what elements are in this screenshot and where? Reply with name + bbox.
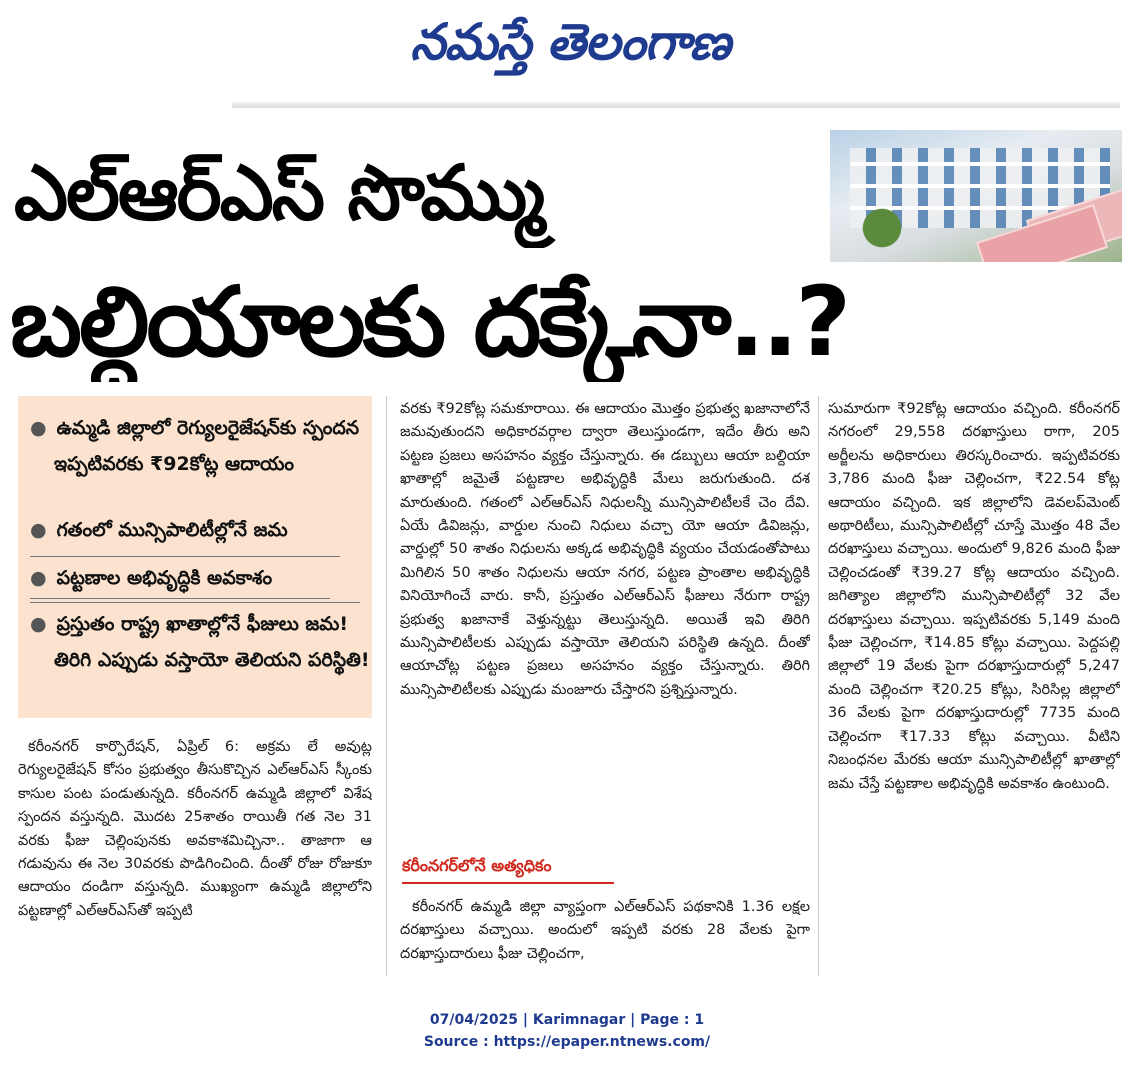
article-column-2-continued [400, 896, 810, 976]
column-divider [386, 396, 387, 976]
article-column-2 [400, 398, 810, 843]
column-divider [818, 396, 819, 976]
masthead-rule [232, 102, 1120, 108]
headline-line-2: బల్దియాలకు దక్కేనా..? [10, 266, 849, 378]
highlight-item: ● ప్రస్తుతం రాష్ట్ర ఖాతాల్లోనే ఫీజులు జమ! తిరిగి ఎప్పుడు వస్తాయో తెలియని పరిస్థితి! [30, 613, 370, 671]
highlight-divider [30, 598, 330, 599]
article-column-1 [18, 736, 372, 976]
article-paragraph: కరీంనగర్‌ కార్పొరేషన్‌, ఏప్రిల్‌ 6: అక్రమ లే అవుట్ల రెగ్యులరైజేషన్‌ కోసం ప్రభుత్వం తీసుకొచ్చిన ఎల్‌ఆర్‌ఎస్‌ స్కీంకు కాసుల పంట పండుతున్నది. కరీంనగర్‌ ఉమ్మడి జిల్లాలో విశేష స్పందన వస్తున్నది. మొదట 25శాతం రాయితీ గత నెల 31 వరకు ఫీజు చెల్లింపునకు అవకాశమిచ్చినా.. తాజాగా ఆ గడువును ఈ నెల 30వరకు పొడిగించింది. దీంతో రోజు రోజుకూ ఆదాయం దండిగా వస్తున్నది. ముఖ్యంగా ఉమ్మడి జిల్లాలోని పట్టణాల్లో ఎల్‌ఆర్‌ఎస్‌తో ఇప్పటి [18, 739, 372, 919]
article-column-3 [828, 398, 1120, 978]
highlight-item: ● గతంలో మున్సిపాలిటీల్లోనే జమ [30, 519, 288, 541]
bullet-icon: ● [30, 519, 47, 541]
article-paragraph: సుమారుగా ₹92కోట్ల ఆదాయం వచ్చింది. కరీంనగర్‌ నగరంలో 29,558 దరఖాస్తులు రాగా, 205 అర్జీలను అధికారులు తిరస్కరించారు. ఇప్పటివరకు 3,786 మంది ఫీజు చెల్లించగా, ₹22.54 కోట్ల ఆదాయం వచ్చింది. ఇక జిల్లాలోని డెవలప్‌మెంట్‌ అథారిటీలు, మున్సిపాలిటీల్లో చూస్తే మొత్తం 48 వేల దరఖాస్తులు వచ్చాయి. అందులో 9,826 మంది ఫీజు చెల్లించడంతో ₹39.27 కోట్ల ఆదాయం వచ్చింది. జగిత్యాల జిల్లాలోని మున్సిపాలిటీల్లో 32 వేల దరఖాస్తులు వచ్చాయి. ఇప్పటివరకు 5,149 మంది ఫీజు చెల్లించగా, ₹14.85 కోట్లు వచ్చాయి. పెద్దపల్లి జిల్లాలో 19 వేలకు పైగా దరఖాస్తుదారుల్లో 5,247 మంది చెల్లించగా ₹20.25 కోట్లు, సిరిసిల్ల జిల్లాలో 36 వేలకు పైగా దరఖాస్తుదారుల్లో 7735 మంది చెల్లించగా ₹17.33 కోట్లు వచ్చాయి. వీటిని నిబంధనల మేరకు ఆయా మున్సిపాలిటీల్లో ఖాతాల్లో జమ చేస్తే పట్టణాల అభివృద్ధికి అవకాశం ఉంటుంది. [828, 401, 1120, 792]
highlight-item: ● ఉమ్మడి జిల్లాలో రెగ్యులరైజేషన్‌కు స్పందన ఇప్పటివరకు ₹92కోట్ల ఆదాయం [30, 417, 360, 475]
headline-line-1: ఎల్‌ఆర్‌ఎస్‌ సొమ్ము [14, 148, 544, 237]
newspaper-masthead: నమస్తే తెలంగాణ [410, 13, 730, 71]
article-paragraph: కరీంనగర్‌ ఉమ్మడి జిల్లా వ్యాప్తంగా ఎల్‌ఆర్‌ఎస్‌ పథకానికి 1.36 లక్షల దరఖాస్తులు వచ్చాయి. అందులో ఇప్పటి వరకు 28 వేలకు పైగా దరఖాస్తుదారులు ఫీజు చెల్లించగా, [400, 899, 810, 962]
news-photo [830, 130, 1122, 262]
article-subhead: కరీంనగర్‌లోనే అత్యధికం [402, 852, 614, 884]
bullet-icon: ● [30, 567, 47, 589]
source-line: Source : https://epaper.ntnews.com/ [423, 1034, 711, 1050]
article-paragraph: వరకు ₹92కోట్ల సమకూరాయి. ఈ ఆదాయం మొత్తం ప్రభుత్వ ఖజానాలోనే జమవుతుందని అధికారవర్గాల ద్వారా తెలుస్తుండగా, ఇదేం తీరు అని పట్టణ ప్రజలు అసహనం వ్యక్తం చేస్తున్నారు. ఈ డబ్బులు ఆయా బల్దియా ఖాతాల్లో జమైతే పట్టణాల అభివృద్ధికి మేలు జరుగుతుంది. దశ మారుతుంది. గతంలో ఎల్‌ఆర్‌ఎస్‌ నిధులన్నీ మున్సిపాలిటీలకే చెం దేవి. ఏయే డివిజన్లు, వార్డుల నుంచి నిధులు వచ్చా యో ఆయా డివిజన్లు, వార్డుల్లో 50 శాతం నిధులను అక్కడ అభివృద్ధికి వ్యయం చేయడంతోపాటు మిగిలిన 50 శాతం నిధులను ఆయా నగర, పట్టణ ప్రాంతాల అభివృద్ధికి వినియోగించే వారు. కానీ, ప్రస్తుతం ఎల్‌ఆర్‌ఎస్‌ ఫీజులు నేరుగా రాష్ట్ర ప్రభుత్వ ఖజానాకే వెళ్తున్నట్టు తెలుస్తున్నది. అయితే ఇవి తిరిగి మున్సిపాలిటీలకు ఎప్పుడు వస్తాయో తెలియని పరిస్థితి ఉన్నది. దీంతో ఆయాచోట్ల పట్టణ ప్రజలు అసహనం వ్యక్తం చేస్తున్నారు. తిరిగి మున్సిపాలిటీలకు ఎప్పుడు మంజూరు చేస్తారని ప్రశ్నిస్తున్నారు. [400, 401, 810, 698]
bullet-icon: ● [30, 417, 47, 439]
edition-info: 07/04/2025 | Karimnagar | Page : 1 [429, 1012, 705, 1028]
highlight-divider [30, 556, 340, 557]
highlight-divider [30, 602, 360, 603]
bullet-icon: ● [30, 613, 47, 635]
photo-tree [852, 204, 912, 262]
highlight-item: ● పట్టణాల అభివృద్ధికి అవకాశం [30, 567, 273, 589]
